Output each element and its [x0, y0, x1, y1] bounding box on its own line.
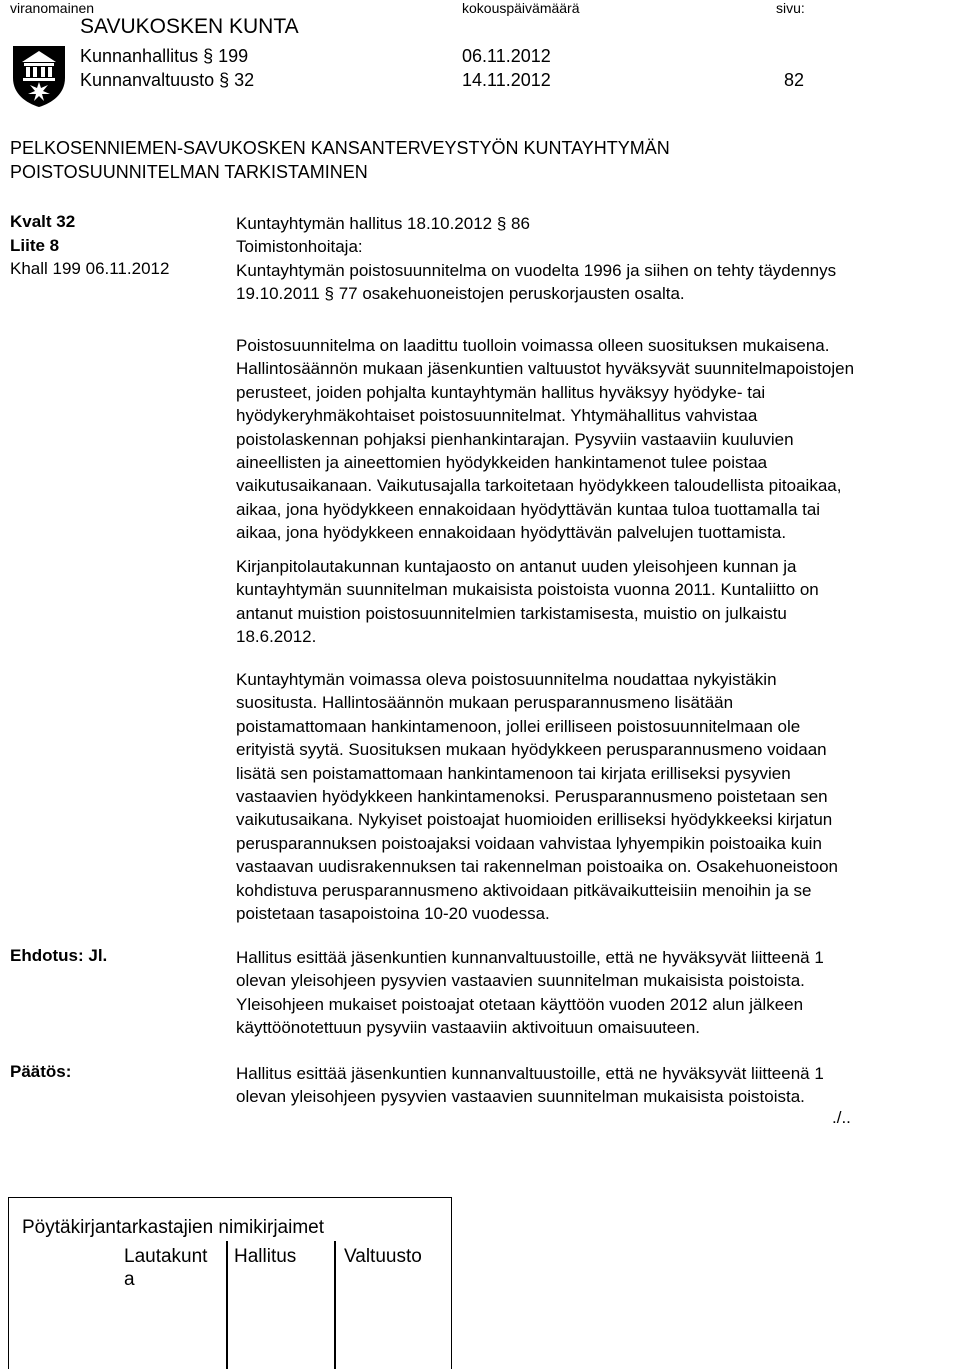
text-line: poistolaskennan pohjaksi pienhankintarajan. Pysyviin vastaaviin kuuluvien [236, 429, 794, 449]
text-line: olevan yleisohjeen pysyvien vastaavien suunnitelman mukaisista poistoista. [236, 971, 805, 991]
text-line: 18.6.2012. [236, 627, 317, 647]
continued-marker: ./.. [832, 1108, 851, 1127]
text-line: aikaa, jona hyödykkeen ennakoidaan hyödyttävän palvelujen tuottamista. [236, 523, 787, 543]
proposal-label: Ehdotus: Jl. [10, 946, 108, 965]
text-line: Yleisohjeen mukaiset poistoajat otetaan käyttöön vuoden 2012 alun jälkeen [236, 994, 804, 1014]
text-line: perusparannuksen poistoajaksi voidaan vahvistaa lyhyempikin poistoaika kuin [236, 833, 822, 853]
body-kunnanhallitus-date: 06.11.2012 [462, 46, 551, 66]
header-authority-label: viranomainen [10, 0, 95, 16]
text-line: Hallintosäännön mukaan jäsenkuntien valtuustot hyväksyvät suunnitelmapoistojen [236, 359, 855, 379]
document-title-line1: PELKOSENNIEMEN-SAVUKOSKEN KANSANTERVEYSTYÖN KUNTAYHTYMÄN [10, 138, 670, 158]
decision-text [236, 1062, 956, 1109]
text-line: poistamattomaan hankintamenoon, jollei erilliseen poistosuunnitelmaan ole [236, 716, 801, 736]
text-line: aikaa, jona hyödykkeen ennakoidaan hyödyttävän kuntaa tuloa tuottamalla tai [236, 499, 821, 519]
text-line: vaikutusaikanaan. Vaikutusajalla tarkoitetaan hyödykkeen taloudellista pitoaikaa, [236, 476, 842, 496]
body-kunnanhallitus: Kunnanhallitus § 199 [80, 46, 249, 66]
ref-liite: Liite 8 [10, 236, 60, 255]
text-line: lisätä sen poistamattomaan hankintamenoon tai kirjata erilliseksi pysyvien [236, 763, 791, 783]
column-divider [334, 1241, 336, 1369]
intro-line-1: Kuntayhtymän hallitus 18.10.2012 § 86 [236, 214, 530, 233]
body-kunnanvaltuusto: Kunnanvaltuusto § 32 [80, 70, 255, 90]
ref-khall: Khall 199 06.11.2012 [10, 259, 170, 278]
text-line: perusteet, joiden pohjalta kuntayhtymän hallitus hyväksyy hyödyke- tai [236, 382, 766, 402]
decision-label: Päätös: [10, 1062, 72, 1081]
signature-col-lautakunta: Lautakunt [124, 1246, 208, 1267]
intro-line-4: 19.10.2011 § 77 osakehuoneistojen peruskorjausten osalta. [236, 284, 685, 304]
text-line: hyödykeryhmäkohtaiset poistosuunnitelmat. Yhtymähallitus vahvistaa [236, 406, 758, 426]
text-line: erityistä syytä. Suosituksen mukaan hyödykkeen perusparannusmeno voidaan [236, 740, 827, 760]
text-line: käyttöönotettuun pysyviin vastaaviin aktivoituun omaisuuteen. [236, 1018, 700, 1038]
text-line: vaikutusaikana. Nykyiset poistoajat huomioiden erilliseksi hyödykkeeksi kirjatun [236, 810, 833, 830]
intro-line-3: Kuntayhtymän poistosuunnitelma on vuodelta 1996 ja siihen on tehty täydennys [236, 260, 837, 280]
paragraph-3 [236, 668, 956, 925]
text-line: aineellisten ja aineettomien hyödykkeiden hankintamenot tulee poistaa [236, 453, 768, 473]
body-kunnanvaltuusto-date: 14.11.2012 [462, 70, 551, 90]
municipality-name: SAVUKOSKEN KUNTA [80, 15, 299, 38]
proposal-text [236, 946, 956, 1040]
document-title-line2: POISTOSUUNNITELMAN TARKISTAMINEN [10, 162, 368, 182]
signature-col-lautakunta-cont: a [124, 1269, 135, 1290]
text-line: Kirjanpitolautakunnan kuntajaosto on antanut uuden yleisohjeen kunnan ja [236, 557, 797, 576]
text-line: kohdistuva perusparannusmeno aktivoidaan pitkävaikutteisiin menoihin ja se [236, 880, 812, 900]
coat-of-arms-logo [10, 44, 68, 108]
text-line: Kuntayhtymän voimassa oleva poistosuunnitelma noudattaa nykyistäkin [236, 670, 777, 689]
text-line: Hallitus esittää jäsenkuntien kunnanvaltuustoille, että ne hyväksyvät liitteenä 1 [236, 948, 824, 967]
text-line: suositusta. Hallintosäännön mukaan perusparannusmeno lisätään [236, 693, 734, 713]
paragraph-2 [236, 555, 956, 649]
signature-col-hallitus: Hallitus [234, 1246, 297, 1267]
page-number: 82 [784, 70, 805, 90]
intro-line-2: Toimistonhoitaja: [236, 237, 363, 257]
column-divider [226, 1241, 228, 1369]
text-line: vastaavien hyödykkeen hankintamenoksi. Perusparannusmeno poistetaan sen [236, 787, 828, 807]
header-date-label: kokouspäivämäärä [462, 0, 580, 16]
ref-kvalt: Kvalt 32 [10, 212, 76, 231]
text-line: olevan yleisohjeen pysyvien vastaavien suunnitelman mukaisista poistoista. [236, 1087, 805, 1107]
paragraph-1 [236, 334, 956, 545]
intro-block [236, 212, 956, 306]
text-line: kuntayhtymän suunnitelman mukaisista poistoista vuonna 2011. Kuntaliitto on [236, 580, 819, 600]
signature-box-title: Pöytäkirjantarkastajien nimikirjaimet [22, 1217, 324, 1238]
text-line: poistetaan tasapoistoina 10-20 vuodessa. [236, 904, 550, 924]
header-page-label: sivu: [776, 0, 805, 16]
text-line: vastaavan uudisrakennuksen tai rakennelman poistoaika on. Osakehuoneistoon [236, 857, 839, 877]
text-line: Hallitus esittää jäsenkuntien kunnanvaltuustoille, että ne hyväksyvät liitteenä 1 [236, 1064, 824, 1083]
signature-col-valtuusto: Valtuusto [344, 1246, 422, 1267]
text-line: antanut muistion poistosuunnitelmien tarkistamisesta, muistio on julkaistu [236, 603, 787, 623]
text-line: Poistosuunnitelma on laadittu tuolloin voimassa olleen suosituksen mukaisena. [236, 336, 830, 355]
